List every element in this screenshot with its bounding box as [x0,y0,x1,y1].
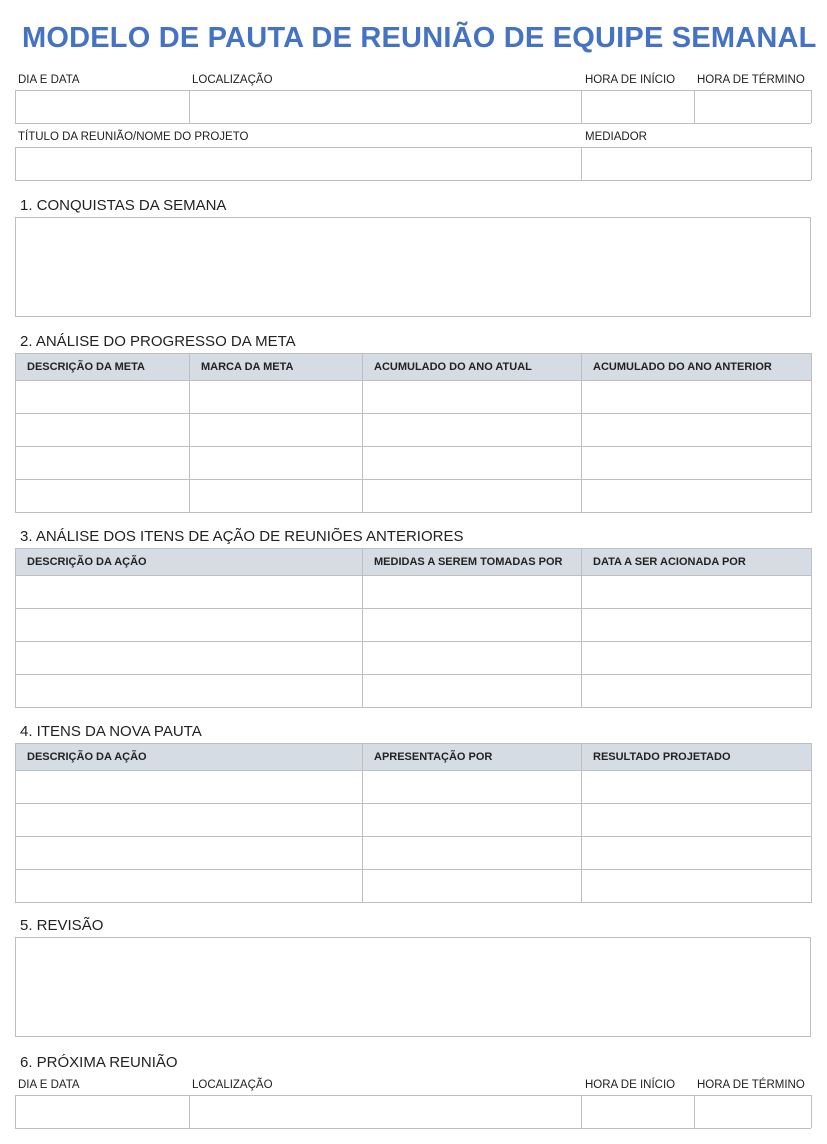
table-cell[interactable] [16,381,190,414]
table-header-row [16,549,812,576]
table-cell[interactable] [582,642,812,675]
table-cell[interactable] [363,771,582,804]
table-cell[interactable] [190,381,363,414]
table-cell[interactable] [363,414,582,447]
location-label: LOCALIZAÇÃO [192,74,273,86]
next-start-time-field[interactable] [581,1095,695,1128]
review-heading: 5. REVISÃO [20,917,104,934]
table-cell[interactable] [582,381,812,414]
table-cell[interactable] [363,642,582,675]
table-row [16,804,812,837]
location-field[interactable] [189,90,582,123]
column-header: DESCRIÇÃO DA AÇÃO [16,744,363,771]
next-end-time-field[interactable] [694,1095,812,1128]
table-cell[interactable] [190,447,363,480]
meeting-title-label: TÍTULO DA REUNIÃO/NOME DO PROJETO [18,131,249,143]
achievements-textarea[interactable] [15,217,811,317]
table-cell[interactable] [582,414,812,447]
table-cell[interactable] [16,837,363,870]
column-header: DESCRIÇÃO DA AÇÃO [16,549,363,576]
table-cell[interactable] [582,771,812,804]
column-header: RESULTADO PROJETADO [582,744,812,771]
table-cell[interactable] [16,870,363,903]
table-header-row [16,744,812,771]
column-header: MEDIDAS A SEREM TOMADAS POR [363,549,582,576]
header-row-1 [15,90,811,124]
table-cell[interactable] [363,381,582,414]
table-cell[interactable] [363,447,582,480]
table-row [16,381,812,414]
next-meeting-row [15,1095,811,1129]
new-agenda-table [15,743,812,903]
page-title: MODELO DE PAUTA DE REUNIÃO DE EQUIPE SEMANAL [22,22,817,54]
next-end-time-label: HORA DE TÉRMINO [697,1079,805,1091]
column-header: APRESENTAÇÃO POR [363,744,582,771]
goal-progress-table [15,353,812,513]
table-cell[interactable] [582,609,812,642]
table-cell[interactable] [16,576,363,609]
start-time-label: HORA DE INÍCIO [585,74,676,86]
table-cell[interactable] [16,609,363,642]
table-row [16,447,812,480]
table-cell[interactable] [16,447,190,480]
achievements-heading: 1. CONQUISTAS DA SEMANA [20,197,227,214]
table-cell[interactable] [582,837,812,870]
day-date-label: DIA E DATA [18,74,80,86]
table-row [16,870,812,903]
end-time-label: HORA DE TÉRMINO [697,74,805,86]
meeting-title-field[interactable] [15,147,582,180]
table-cell[interactable] [16,642,363,675]
table-cell[interactable] [582,870,812,903]
table-cell[interactable] [363,609,582,642]
action-items-heading: 3. ANÁLISE DOS ITENS DE AÇÃO DE REUNIÕES ANTERIORES [20,528,464,545]
table-row [16,642,812,675]
table-cell[interactable] [190,480,363,513]
table-cell[interactable] [582,804,812,837]
column-header: ACUMULADO DO ANO ATUAL [363,354,582,381]
table-cell[interactable] [582,675,812,708]
table-cell[interactable] [363,870,582,903]
review-textarea[interactable] [15,937,811,1037]
table-cell[interactable] [16,675,363,708]
table-row [16,675,812,708]
table-cell[interactable] [363,480,582,513]
table-row [16,771,812,804]
table-cell[interactable] [190,414,363,447]
column-header: ACUMULADO DO ANO ANTERIOR [582,354,812,381]
table-cell[interactable] [363,675,582,708]
table-header-row [16,354,812,381]
column-header: MARCA DA META [190,354,363,381]
next-location-label: LOCALIZAÇÃO [192,1079,273,1091]
next-location-field[interactable] [189,1095,582,1128]
table-row [16,576,812,609]
table-cell[interactable] [363,576,582,609]
next-meeting-heading: 6. PRÓXIMA REUNIÃO [20,1054,178,1071]
mediator-label: MEDIADOR [585,131,647,143]
table-cell[interactable] [16,804,363,837]
column-header: DESCRIÇÃO DA META [16,354,190,381]
next-day-date-field[interactable] [15,1095,190,1128]
table-cell[interactable] [363,837,582,870]
action-items-table [15,548,812,708]
table-row [16,837,812,870]
goal-progress-heading: 2. ANÁLISE DO PROGRESSO DA META [20,333,296,350]
table-cell[interactable] [16,480,190,513]
table-row [16,414,812,447]
next-start-time-label: HORA DE INÍCIO [585,1079,676,1091]
new-agenda-heading: 4. ITENS DA NOVA PAUTA [20,723,202,740]
table-row [16,609,812,642]
header-row-2 [15,147,811,181]
start-time-field[interactable] [581,90,695,123]
table-cell[interactable] [582,447,812,480]
column-header: DATA A SER ACIONADA POR [582,549,812,576]
end-time-field[interactable] [694,90,812,123]
table-cell[interactable] [16,414,190,447]
table-cell[interactable] [16,771,363,804]
next-day-date-label: DIA E DATA [18,1079,80,1091]
table-cell[interactable] [582,480,812,513]
mediator-field[interactable] [581,147,812,180]
table-row [16,480,812,513]
table-cell[interactable] [582,576,812,609]
day-date-field[interactable] [15,90,190,123]
table-cell[interactable] [363,804,582,837]
